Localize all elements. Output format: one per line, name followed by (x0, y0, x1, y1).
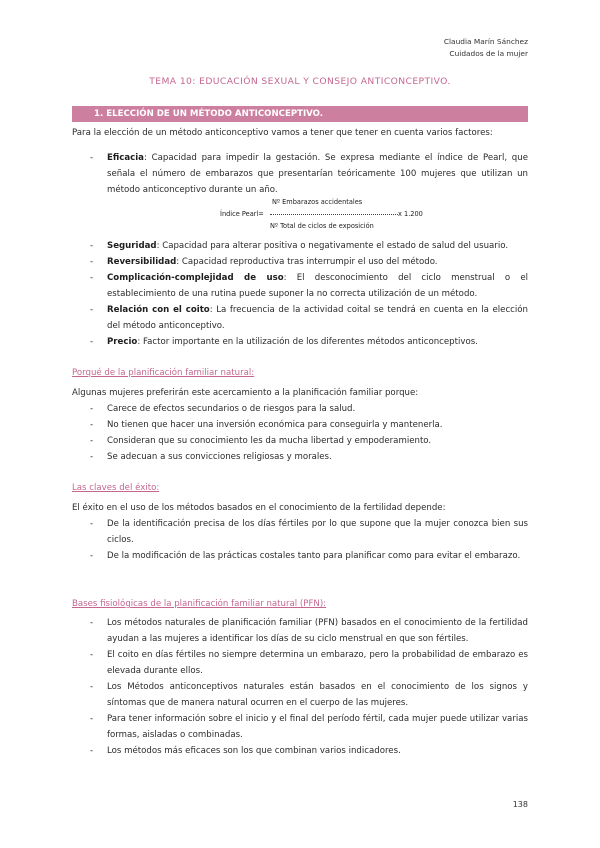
formula-fraction-line (270, 214, 398, 215)
page-title: TEMA 10: EDUCACIÓN SEXUAL Y CONSEJO ANTICONCEPTIVO. (149, 76, 451, 87)
list-item: - No tienen que hacer una inversión económica para conseguirla y mantenerla. (90, 420, 443, 430)
header-author: Claudia Marín Sánchez (443, 37, 528, 46)
success-keys-list (90, 516, 528, 564)
page-number: 138 (512, 800, 528, 809)
list-item: - Los métodos más eficaces son los que combinan varios indicadores. (90, 746, 401, 756)
list-item: - Precio: Factor importante en la utilización de los diferentes métodos anticonceptivos. (90, 337, 478, 347)
list-item: - Los Métodos anticonceptivos naturales están basados en el conocimiento de los signos y síntomas que de manera natural ocurren en el cuerpo de las mujeres. (90, 682, 528, 708)
list-item: - Para tener información sobre el inicio y el final del período fértil, cada mujer puede utilizar varias formas, aisladas o combinadas. (90, 714, 528, 740)
list-item: - Reversibilidad: Capacidad reproductiva tras interrumpir el uso del método. (90, 257, 438, 267)
list-item: - Consideran que su conocimiento les da mucha libertad y empoderamiento. (90, 436, 432, 446)
pfn-why-list (90, 401, 528, 465)
success-keys-heading: Las claves del éxito: (72, 483, 160, 493)
list-item: - Complicación-complejidad de uso: El desconocimiento del ciclo menstrual o el establecimiento de una rutina puede suponer la no correcta utilización de un método. (90, 273, 528, 299)
page-header (444, 36, 528, 60)
header-subject: Cuidados de la mujer (449, 49, 528, 58)
list-item: - Se adecuan a sus convicciones religiosas y morales. (90, 452, 332, 462)
list-item: - Relación con el coito: La frecuencia de la actividad coital se tendrá en cuenta en la elección del método anticonceptivo. (90, 305, 528, 331)
section-heading: 1. ELECCIÓN DE UN MÉTODO ANTICONCEPTIVO. (72, 106, 528, 122)
list-item: - Seguridad: Capacidad para alterar positiva o negativamente el estado de salud del usuario. (90, 241, 509, 251)
physiological-heading: Bases fisiológicas de la planificación familiar natural (PFN): (72, 599, 327, 609)
list-item: - Los métodos naturales de planificación familiar (PFN) basados en el conocimiento de la fertilidad ayudan a las mujeres a identificar los días de su ciclo menstrual en que son fértiles. (90, 618, 528, 644)
formula-denominator: Nº Total de ciclos de exposición (270, 222, 374, 230)
factor-list-continued (90, 238, 528, 350)
list-item: - Carece de efectos secundarios o de riesgos para la salud. (90, 404, 356, 414)
factor-list (90, 150, 528, 198)
list-item: - De la modificación de las prácticas costales tanto para planificar como para evitar el embarazo. (90, 551, 521, 561)
list-item: - Eficacia: Capacidad para impedir la gestación. Se expresa mediante el índice de Pearl, que señala el número de embarazos que presentarían teóricamente 100 mujeres que utilizan un método anticonceptivo durante un año. (90, 153, 528, 195)
list-item: - De la identificación precisa de los días fértiles por lo que supone que la mujer conozca bien sus ciclos. (90, 519, 528, 545)
section-intro: Para la elección de un método anticonceptivo vamos a tener que tener en cuenta varios factores: (72, 128, 493, 138)
pfn-why-intro: Algunas mujeres preferirán este acercamiento a la planificación familiar porque: (72, 388, 419, 398)
pearl-index-formula (220, 198, 440, 234)
success-keys-intro: El éxito en el uso de los métodos basados en el conocimiento de la fertilidad depende: (72, 503, 446, 513)
pfn-why-heading: Porqué de la planificación familiar natural: (72, 368, 255, 378)
formula-label: Índice Pearl= (220, 210, 264, 218)
formula-multiplier: x 1.200 (398, 210, 423, 218)
list-item: - El coito en días fértiles no siempre determina un embarazo, pero la probabilidad de embarazo es elevada durante ellos. (90, 650, 528, 676)
formula-numerator: Nº Embarazos accidentales (272, 198, 363, 206)
physiological-list (90, 615, 528, 759)
